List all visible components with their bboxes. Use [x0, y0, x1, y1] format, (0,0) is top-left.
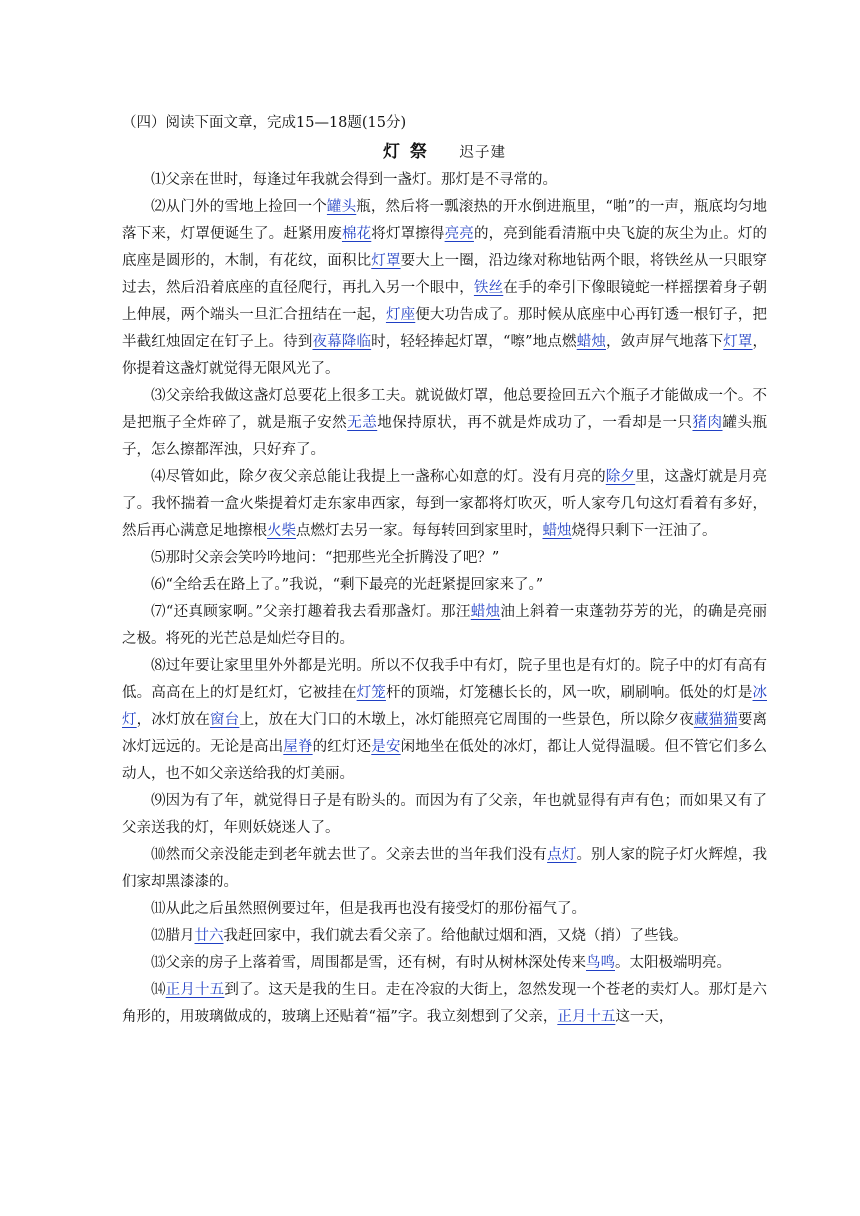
paragraph-text: 罐头瓶子，怎么擦都浑浊，只好弃了。 [122, 415, 768, 458]
paragraph [122, 599, 767, 653]
paragraph-text: 将灯罩擦得 [371, 226, 445, 242]
paragraph-text: ⑼因为有了年，就觉得日子是有盼头的。而因为有了父亲，年也就显得有声有色；而如果又有了父亲送我的灯，年则妖娆迷人了。 [122, 793, 767, 836]
paragraph [122, 950, 767, 977]
hyperlink[interactable]: 蜡烛 [542, 523, 572, 539]
paragraph-text: ⑵从门外的雪地上捡回一个 [151, 199, 327, 215]
hyperlink[interactable]: 火柴 [267, 523, 296, 539]
hyperlink[interactable]: 灯座 [385, 307, 416, 323]
hyperlink[interactable]: 罐头 [326, 199, 357, 215]
hyperlink[interactable]: 灯罩 [723, 334, 753, 350]
hyperlink[interactable]: 灯笼 [356, 685, 386, 701]
paragraph [122, 572, 767, 599]
paragraph-text: ⑹“全给丢在路上了。”我说，“剩下最亮的光赶紧提回家来了。” [151, 577, 544, 593]
paragraph [122, 545, 767, 572]
hyperlink[interactable]: 猪肉 [692, 415, 723, 431]
paragraph-text: 点燃灯去另一家。每每转回到家里时， [296, 523, 543, 539]
paragraph-text: 地保持原状，再不就是炸成功了，一看却是一只 [377, 415, 693, 431]
paragraph-text: 烧得只剩下一汪油了。 [571, 523, 717, 539]
paragraph-text: ⑸那时父亲会笑吟吟地问：“把那些光全折腾没了吧？” [151, 550, 500, 566]
hyperlink[interactable]: 鸟鸣 [586, 955, 615, 971]
paragraph-text: ⑻过年要让家里里外外都是光明。所以不仅我手中有灯，院子里也是有灯的。院子中的灯有高有低。高高在上的灯是红灯，它被挂在 [122, 658, 767, 701]
paragraph-text: 的红灯还 [312, 739, 372, 755]
paragraph-list [122, 167, 767, 1031]
paragraph [122, 842, 767, 896]
paragraph-text: ⒁ [151, 982, 166, 998]
paragraph-text: ⑽然而父亲没能走到老年就去世了。父亲去世的当年我们没有 [151, 847, 548, 863]
hyperlink[interactable]: 屋脊 [283, 739, 313, 755]
hyperlink[interactable]: 除夕 [605, 469, 636, 485]
paragraph [122, 977, 767, 1031]
paragraph-text: 闲地坐在低处的冰灯，都让人觉得温暖。但不管它们多么动人，也不如父亲送给我的灯美丽。 [122, 739, 768, 782]
paragraph-text: 里，这盏灯就是月亮了。我怀揣着一盒火柴提着灯走东家串西家，每到一家都将灯吹灭，听人家夸几句这灯看着有多好，然后再心满意足地擦根 [122, 469, 768, 539]
paragraph-text: 杆的顶端，灯笼穗长长的，风一吹，刷刷响。低处的灯是 [385, 685, 753, 701]
hyperlink[interactable]: 灯罩 [371, 253, 401, 269]
article-author: 迟子建 [459, 145, 507, 161]
hyperlink[interactable]: 无恙 [347, 415, 378, 431]
paragraph-text: ⑴父亲在世时，每逢过年我就会得到一盏灯。那灯是不寻常的。 [151, 172, 557, 188]
paragraph-text: ⑶父亲给我做这盏灯总要花上很多工夫。就说做灯罩，他总要捡回五六个瓶子才能做成一个。不是把瓶子全炸碎了，就是瓶子安然 [122, 388, 767, 431]
title-row [122, 139, 767, 167]
paragraph-text: 。太阳极端明亮。 [615, 955, 731, 971]
hyperlink[interactable]: 蜡烛 [470, 604, 501, 620]
hyperlink[interactable]: 铁丝 [473, 280, 504, 296]
paragraph-text: 这一天， [615, 1009, 674, 1025]
paragraph-text: ⑿腊月 [151, 928, 195, 944]
paragraph-text: ⒀父亲的房子上落着雪，周围都是雪，还有树，有时从树林深处传来 [151, 955, 586, 971]
hyperlink[interactable]: 藏猫猫 [693, 712, 738, 728]
paragraph [122, 788, 767, 842]
hyperlink[interactable]: 夜幕降临 [312, 334, 372, 350]
paragraph-text: 要离冰灯远远的。无论是高出 [122, 712, 768, 755]
hyperlink[interactable]: 棉花 [341, 226, 372, 242]
hyperlink[interactable]: 是安 [371, 739, 401, 755]
paragraph-text: 。别人家的院子灯火辉煌，我们家却黑漆漆的。 [122, 847, 768, 890]
section-heading: （四）阅读下面文章，完成15—18题(15分) [122, 115, 407, 131]
paragraph-text: ，敛声屏气地落下 [606, 334, 724, 350]
paragraph-text: 便大功告成了。那时候从底座中心再钉透一根钉子，把半截红烛固定在钉子上。待到 [122, 307, 768, 350]
paragraph-text: ⑷尽管如此，除夕夜父亲总能让我提上一盏称心如意的灯。没有月亮的 [151, 469, 606, 485]
paragraph [122, 653, 767, 788]
hyperlink[interactable]: 正月十五 [557, 1009, 616, 1025]
hyperlink[interactable]: 廿六 [194, 928, 224, 944]
paragraph-text: 的，亮到能看清瓶中央飞旋的灰尘为止。灯的底座是圆形的，木制，有花纹，面积比 [122, 226, 768, 269]
hyperlink[interactable]: 蜡烛 [576, 334, 607, 350]
paragraph-text: ，冰灯放在 [136, 712, 210, 728]
paragraph [122, 194, 767, 383]
paragraph-text: 瓶，然后将一瓢滚热的开水倒进瓶里，“啪”的一声，瓶底均匀地落下来，灯罩便诞生了。赶紧用废 [122, 199, 768, 242]
paragraph [122, 923, 767, 950]
paragraph-text: ⑺“还真顾家啊。”父亲打趣着我去看那盏灯。那汪 [151, 604, 471, 620]
paragraph-text: 要大上一圈，沿边缘对称地钻两个眼，将铁丝从一只眼穿过去，然后沿着底座的直径爬行，再扎入另一个眼中， [122, 253, 768, 296]
paragraph-text: 上，放在大门口的木墩上，冰灯能照亮它周围的一些景色，所以除夕夜 [239, 712, 694, 728]
paragraph-text: 油上斜着一束蓬勃芬芳的光，的确是亮丽之极。将死的光芒总是灿烂夺目的。 [122, 604, 768, 647]
paragraph-text: 时，轻轻捧起灯罩，“嚓”地点燃 [371, 334, 577, 350]
hyperlink[interactable]: 亮亮 [444, 226, 474, 242]
paragraph-text: 在手的牵引下像眼镜蛇一样摇摆着身子朝上伸展，两个端头一旦汇合扭结在一起， [122, 280, 768, 323]
paragraph-text: ，你提着这盏灯就觉得无限风光了。 [122, 334, 768, 377]
hyperlink[interactable]: 正月十五 [165, 982, 225, 998]
paragraph [122, 896, 767, 923]
hyperlink[interactable]: 点灯 [547, 847, 577, 863]
paragraph-text: 我赶回家中，我们就去看父亲了。给他献过烟和酒，又烧（捎）了些钱。 [223, 928, 688, 944]
paragraph [122, 167, 767, 194]
hyperlink[interactable]: 窗台 [210, 712, 240, 728]
paragraph [122, 464, 767, 545]
paragraph [122, 383, 767, 464]
paragraph-text: 到了。这天是我的生日。走在冷寂的大街上，忽然发现一个苍老的卖灯人。那灯是六角形的，用玻璃做成的，玻璃上还贴着“福”字。我立刻想到了父亲， [122, 982, 768, 1025]
article-title: 灯祭 [382, 142, 437, 162]
paragraph-text: ⑾从此之后虽然照例要过年，但是我再也没有接受灯的那份福气了。 [151, 901, 586, 917]
article-body [122, 110, 767, 1031]
hyperlink[interactable]: 冰灯 [122, 685, 768, 728]
